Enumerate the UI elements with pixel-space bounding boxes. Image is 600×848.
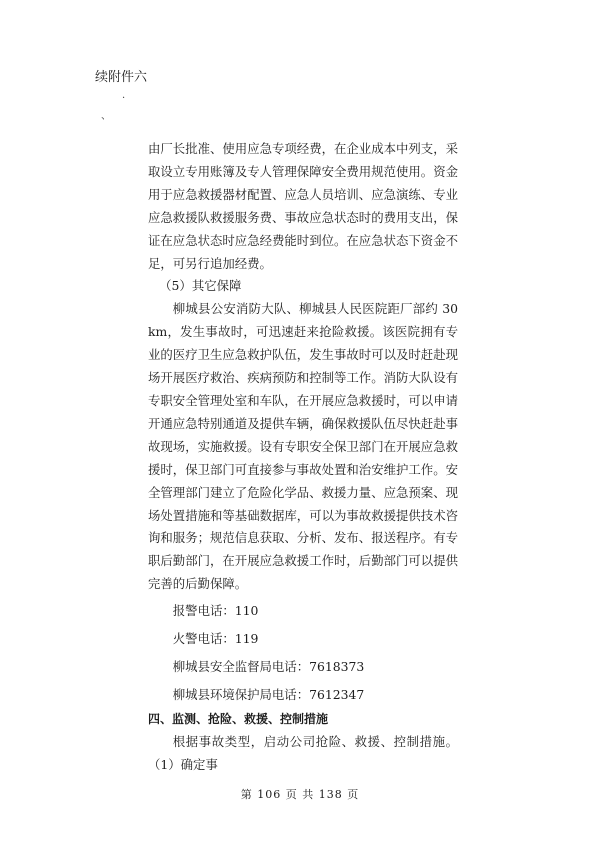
- page-number: 第 106 页 共 138 页: [240, 788, 360, 801]
- document-body: [148, 138, 458, 777]
- sub-heading-other-guarantees: （5）其它保障: [159, 278, 242, 294]
- contact-environment-bureau: 柳城县环境保护局电话：7612347: [172, 687, 365, 703]
- attachment-label: 续附件六: [95, 70, 148, 85]
- paragraph-funding: 由厂长批准、使用应急专项经费，在企业成本中列支，采取设立专用账簿及专人管理保障安全费用规范使用。资金用于应急救援器材配置、应急人员培训、应急演练、专业应急救援队救援服务费、事故应急状态时的费用支出，保证在应急状态时应急经费能时到位。在应急状态下资金不足，可另行追加经费。: [148, 141, 458, 271]
- scan-mark: ·: [122, 93, 126, 104]
- paragraph-measures: 根据事故类型，启动公司抢险、救援、控制措施。（1）确定事: [148, 734, 458, 772]
- scan-mark: 、: [101, 111, 111, 122]
- contact-police: 报警电话：110: [172, 603, 259, 619]
- contact-fire: 火警电话：119: [172, 631, 259, 647]
- section-heading: 四、监测、抢险、救援、控制措施: [148, 712, 329, 727]
- contact-safety-bureau: 柳城县安全监督局电话：7618373: [172, 659, 365, 675]
- paragraph-other-guarantees: 柳城县公安消防大队、柳城县人民医院距厂部约 30 km，发生事故时，可迅速赶来抢险救援。该医院拥有专业的医疗卫生应急救护队伍，发生事故时可以及时赶赴现场开展医疗救治、疾病预防和控制等工作。消防大队设有专职安全管理处室和车队，在开展应急救援时，可以申请开通应急特别通道及提供车辆，确保救援队伍尽快赶赴事故现场，实施救援。设有专职安全保卫部门在开展应急救援时，保卫部门可直接参与事故处置和治安维护工作。安全管理部门建立了危险化学品、救援力量、应急预案、现场处置措施和等基础数据库，可以为事故救援提供技术咨询和服务；规范信息获取、分析、发布、报送程序。有专职后勤部门，在开展应急救援工作时，后勤部门可以提供完善的后勤保障。: [148, 301, 458, 592]
